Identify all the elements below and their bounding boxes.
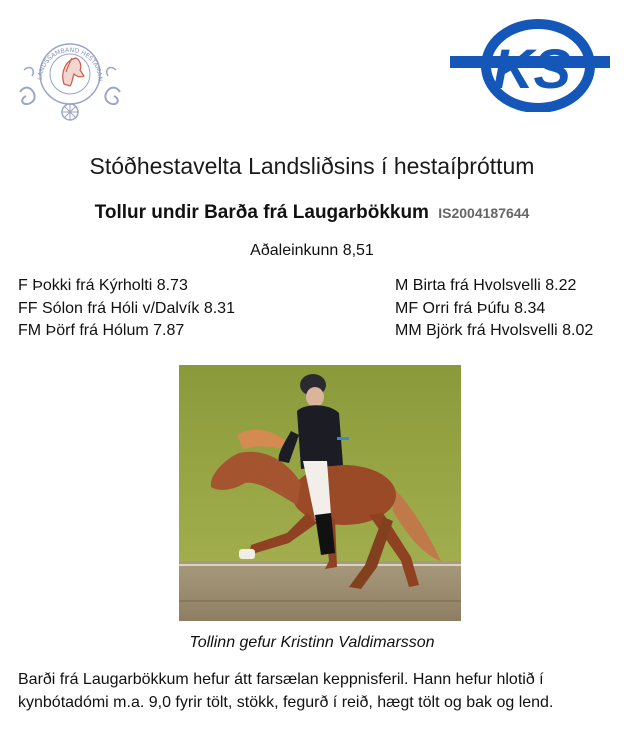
ks-logo (450, 18, 610, 112)
pedigree-line: MM Björk frá Hvolsvelli 8.02 (395, 322, 594, 339)
description-paragraph: Barði frá Laugarbökkum hefur átt farsælan keppnisferil. Hann hefur hlotið í kynbótadómi m.a. 9,0 fyrir tölt, stökk, fegurð í reið, hægt tölt og bak og lend. (18, 671, 554, 711)
page-title: Stóðhestavelta Landsliðsins í hestaíþróttum (89, 153, 535, 179)
main-score: Aðaleinkunn 8,51 (250, 242, 374, 259)
logo-ring-text: LANDSSAMBAND HESTAMAN (36, 46, 104, 82)
pedigree-line: M Birta frá Hvolsvelli 8.22 (395, 277, 577, 294)
registration-id: IS2004187644 (438, 205, 530, 221)
horse-name: Tollur undir Barða frá Laugarbökkum (94, 202, 429, 223)
pedigree-line: FM Þörf frá Hólum 7.87 (18, 322, 185, 339)
pedigree-sire-side (18, 275, 235, 343)
pedigree-dam-side (395, 275, 593, 343)
photo-caption: Tollinn gefur Kristinn Valdimarsson (189, 634, 435, 651)
ks-logo-letters: KS (493, 37, 571, 100)
horse-rider-photo (179, 365, 461, 621)
horse-heading (0, 202, 624, 224)
pedigree-line: F Þokki frá Kýrholti 8.73 (18, 277, 188, 294)
pedigree-line: MF Orri frá Þúfu 8.34 (395, 299, 546, 317)
lh-logo (14, 30, 126, 122)
pedigree-line: FF Sólon frá Hóli v/Dalvík 8.31 (18, 299, 235, 317)
